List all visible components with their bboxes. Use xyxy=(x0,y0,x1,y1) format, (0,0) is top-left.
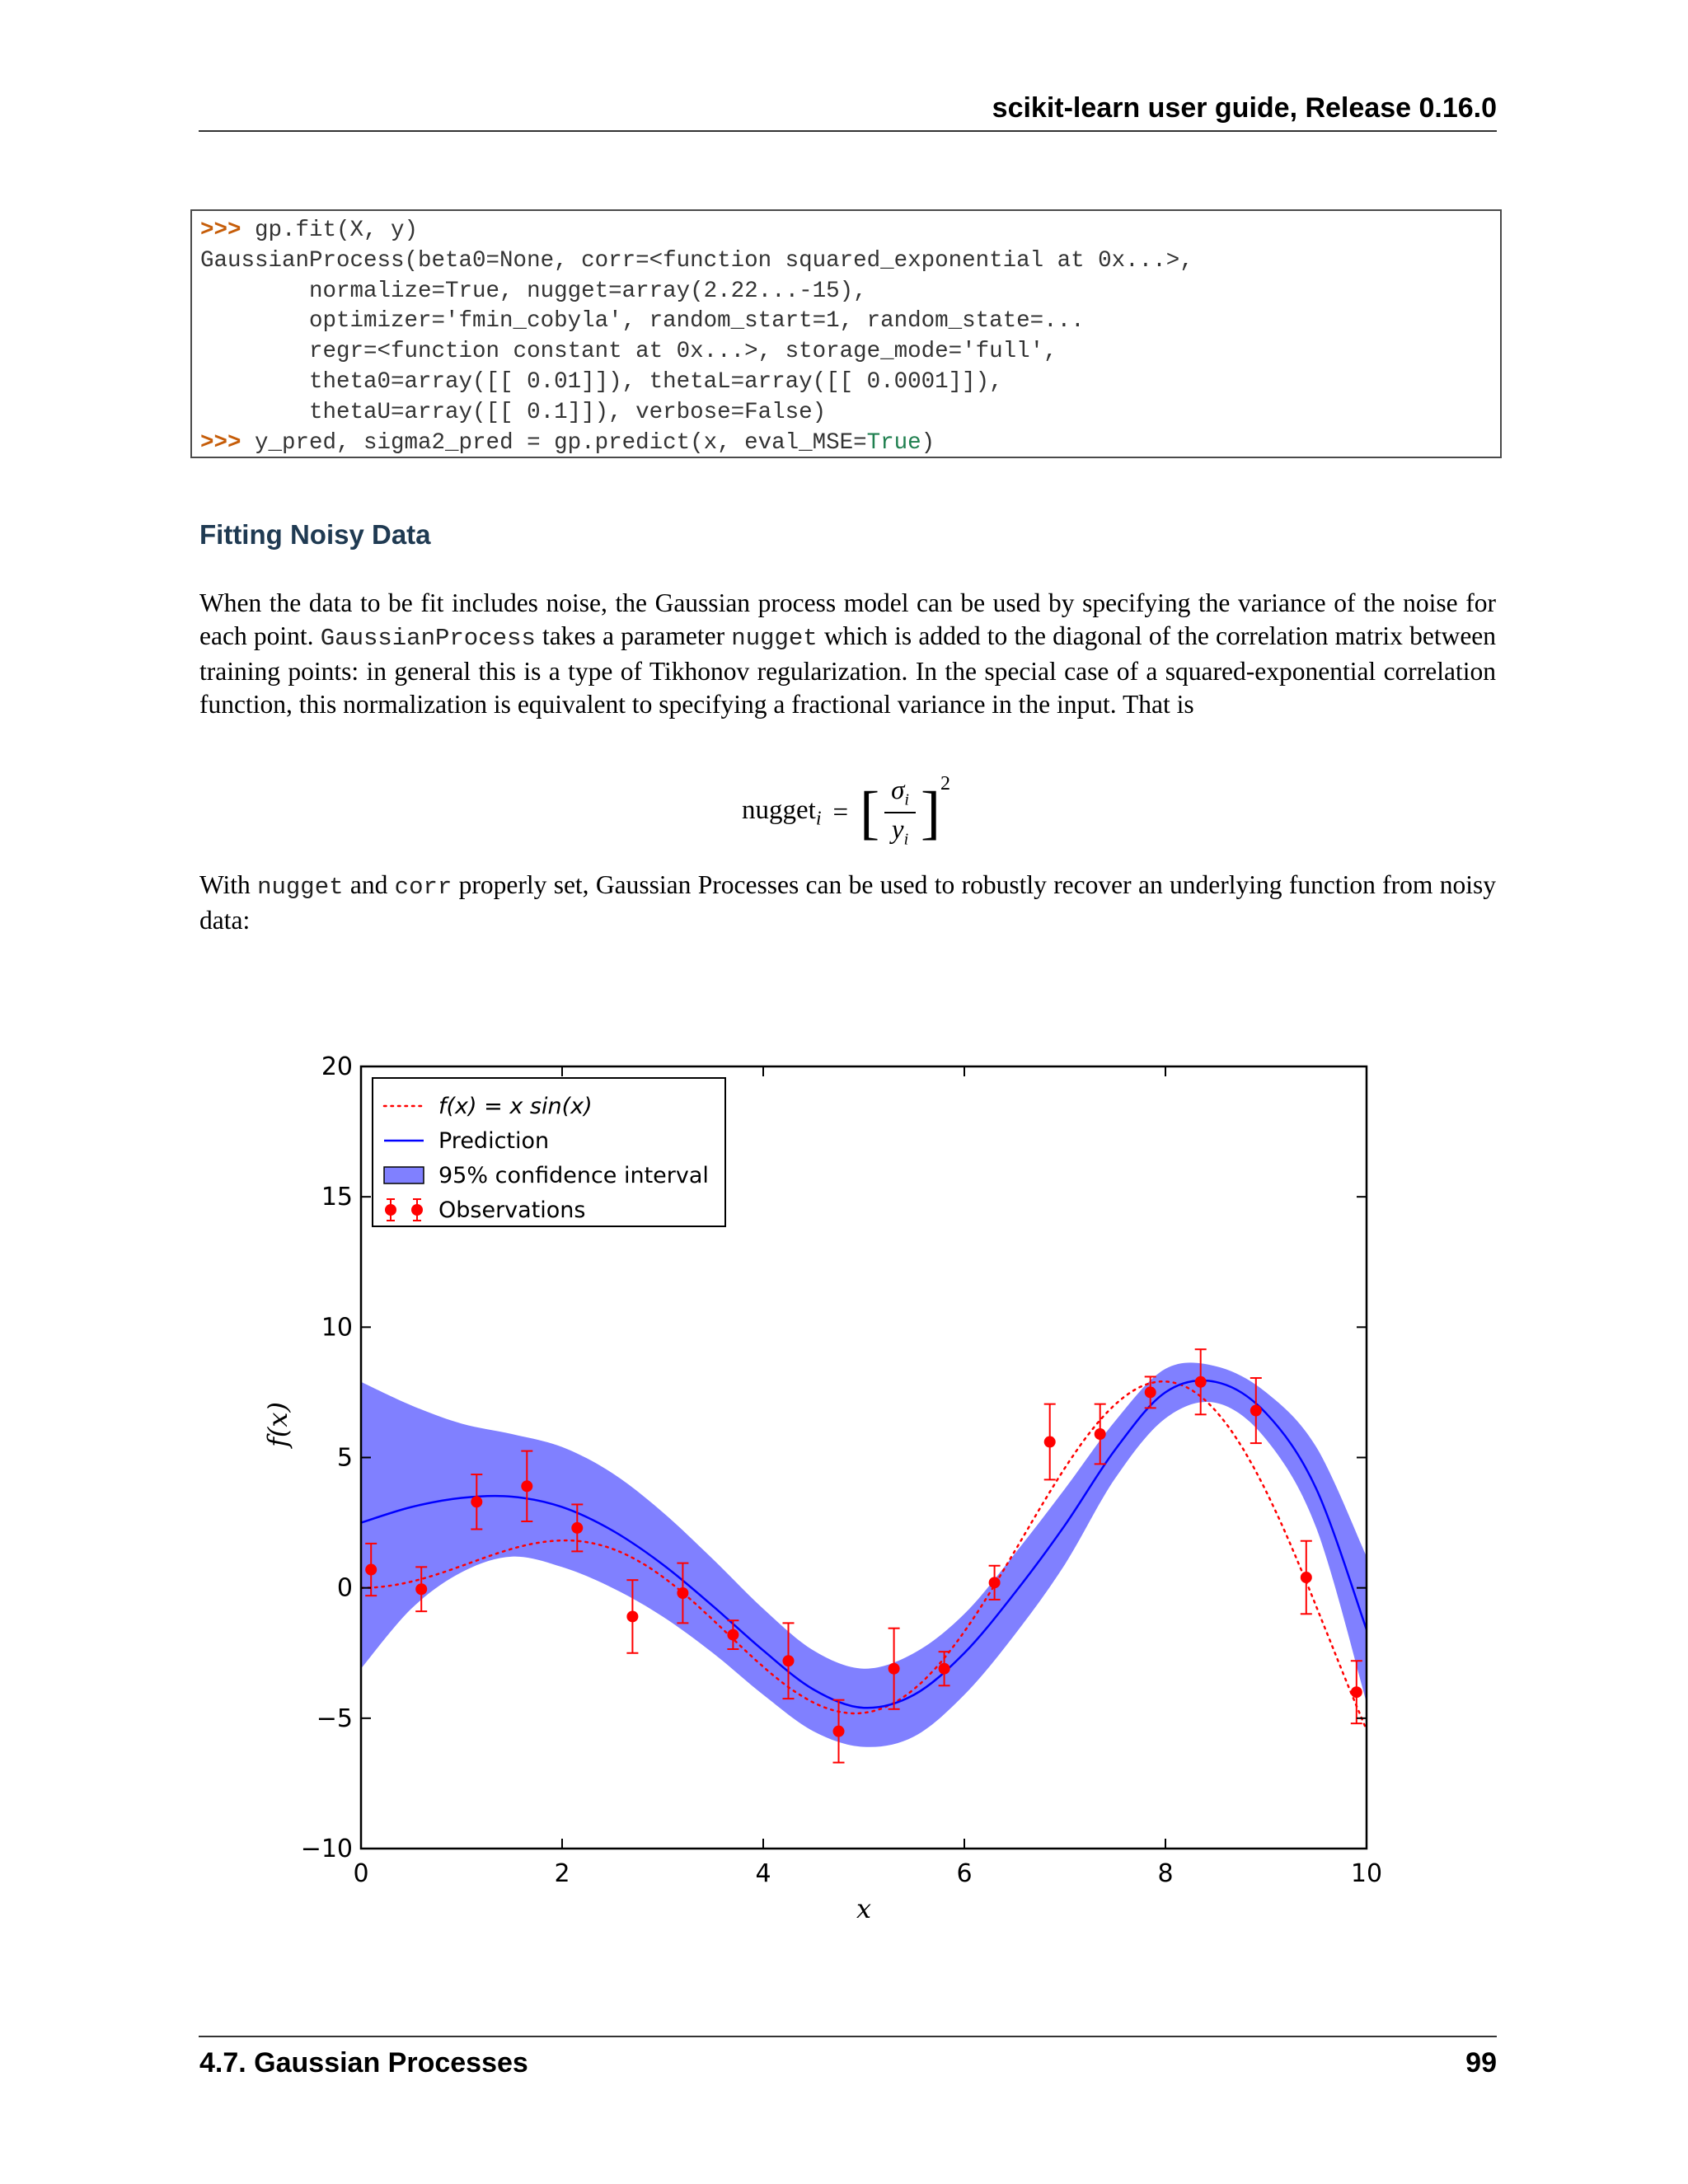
observation-marker xyxy=(471,1496,482,1507)
section-heading: Fitting Noisy Data xyxy=(199,519,431,550)
observation-marker xyxy=(1095,1428,1106,1440)
x-tick-label: 0 xyxy=(353,1859,369,1888)
x-tick-label: 10 xyxy=(1350,1859,1383,1888)
confidence-interval-band xyxy=(361,1362,1367,1746)
x-tick-label: 2 xyxy=(554,1859,570,1888)
legend-swatch-observation-marker xyxy=(385,1204,396,1216)
footer-page-number: 99 xyxy=(1465,2047,1497,2079)
running-header-title: scikit-learn user guide, Release 0.16.0 xyxy=(992,92,1497,124)
observation-marker xyxy=(727,1629,738,1641)
observation-marker xyxy=(1195,1376,1207,1388)
footer-section-title: 4.7. Gaussian Processes xyxy=(199,2047,528,2079)
observation-marker xyxy=(1145,1386,1156,1398)
equation-lhs-text: nugget xyxy=(742,794,816,825)
equation-lhs-subscript: i xyxy=(815,808,822,830)
para-text: which is added to the diagonal of the correlation matrix between training points: in general this is a type of Tikhonov regularization. In the special case of a squared-exponential correlation function, this normalization is equivalent to specifying a fractional variance in the input. That is xyxy=(199,621,1497,719)
para-text: When the data to be fit includes noise, the Gaussian process model can be used by specifying the variance of the noise for each point. xyxy=(199,588,1496,650)
para-text: properly set, Gaussian Processes can be used to robustly recover an underlying function from noisy data: xyxy=(199,870,1496,935)
code-text: normalize=True, nugget=array(2.22...-15), xyxy=(200,278,867,304)
code-text-tail: ) xyxy=(921,429,935,456)
legend-label-confidence: 95% confidence interval xyxy=(438,1163,709,1188)
code-text: optimizer='fmin_cobyla', random_start=1, random_state=... xyxy=(200,308,1085,335)
y-tick-label: 5 xyxy=(336,1443,353,1473)
code-text: regr=<function constant at 0x...>, storage_mode='full', xyxy=(200,339,1057,365)
y-axis-label: f(x) xyxy=(262,1402,293,1447)
observation-marker xyxy=(415,1583,427,1595)
y-tick-label: −10 xyxy=(300,1835,353,1863)
plot-area xyxy=(361,1349,1367,1762)
x-tick-label: 4 xyxy=(755,1859,771,1888)
left-bracket: [ xyxy=(860,780,880,846)
y-tick-label: 0 xyxy=(336,1573,353,1603)
code-text: gp.fit(X, y) xyxy=(255,218,419,243)
observation-marker xyxy=(1250,1405,1262,1417)
legend-swatch-confidence xyxy=(384,1167,424,1183)
code-text: GaussianProcess(beta0=None, corr=<function squared_exponential at 0x...>, xyxy=(200,247,1193,274)
y-tick-label: −5 xyxy=(316,1704,353,1733)
observation-point xyxy=(1044,1404,1056,1480)
x-tick-label: 8 xyxy=(1157,1859,1174,1888)
equation-equals: = xyxy=(832,797,849,827)
observation-marker xyxy=(365,1564,377,1576)
observation-marker xyxy=(521,1480,532,1492)
denominator-symbol: y xyxy=(891,815,904,845)
y-tick-label: 20 xyxy=(321,1052,353,1081)
observation-marker xyxy=(889,1663,900,1675)
observation-marker xyxy=(1301,1572,1312,1583)
inline-code-nugget: nugget xyxy=(257,874,344,901)
para-text: and xyxy=(349,870,388,899)
observation-marker xyxy=(1351,1686,1362,1698)
y-tick-label: 15 xyxy=(321,1183,353,1212)
inline-code-gaussianprocess: GaussianProcess xyxy=(320,625,536,652)
observation-marker xyxy=(833,1726,845,1737)
footer-divider xyxy=(199,2036,1497,2037)
legend-swatch-observation-marker xyxy=(411,1204,423,1216)
observation-point xyxy=(1195,1349,1207,1414)
equation-exponent: 2 xyxy=(940,773,950,794)
numerator-symbol: σ xyxy=(891,776,905,806)
code-text: y_pred, sigma2_pred = gp.predict(x, eval_MSE= xyxy=(255,429,867,456)
denominator-subscript: i xyxy=(903,830,909,849)
x-tick-label: 6 xyxy=(956,1859,973,1888)
code-text: theta0=array([[ 0.01]]), thetaL=array([[ 0.0001]]), xyxy=(200,368,1003,395)
code-prompt: >>> xyxy=(200,429,256,456)
observation-marker xyxy=(783,1655,795,1666)
observation-marker xyxy=(571,1522,583,1534)
code-keyword: True xyxy=(866,429,921,456)
legend-label-prediction: Prediction xyxy=(438,1128,550,1154)
code-prompt: >>> xyxy=(200,218,256,243)
observation-marker xyxy=(1044,1436,1056,1448)
observation-marker xyxy=(939,1663,950,1675)
x-axis-label: x xyxy=(856,1893,872,1924)
right-bracket: ] xyxy=(920,780,940,846)
para-text: With xyxy=(199,870,251,899)
chart-legend xyxy=(373,1078,725,1226)
legend-label-true-function: f(x) = x sin(x) xyxy=(438,1094,593,1119)
inline-code-corr: corr xyxy=(394,874,452,901)
numerator-subscript: i xyxy=(904,791,909,809)
legend-label-observations: Observations xyxy=(438,1197,586,1223)
observation-point xyxy=(1301,1541,1312,1615)
observation-marker xyxy=(626,1610,638,1622)
observation-marker xyxy=(677,1587,688,1599)
y-tick-label: 10 xyxy=(321,1313,353,1343)
code-text: thetaU=array([[ 0.1]]), verbose=False) xyxy=(200,399,827,425)
para-text: takes a parameter xyxy=(542,621,725,650)
inline-code-nugget: nugget xyxy=(731,625,818,652)
observation-marker xyxy=(989,1577,1001,1588)
